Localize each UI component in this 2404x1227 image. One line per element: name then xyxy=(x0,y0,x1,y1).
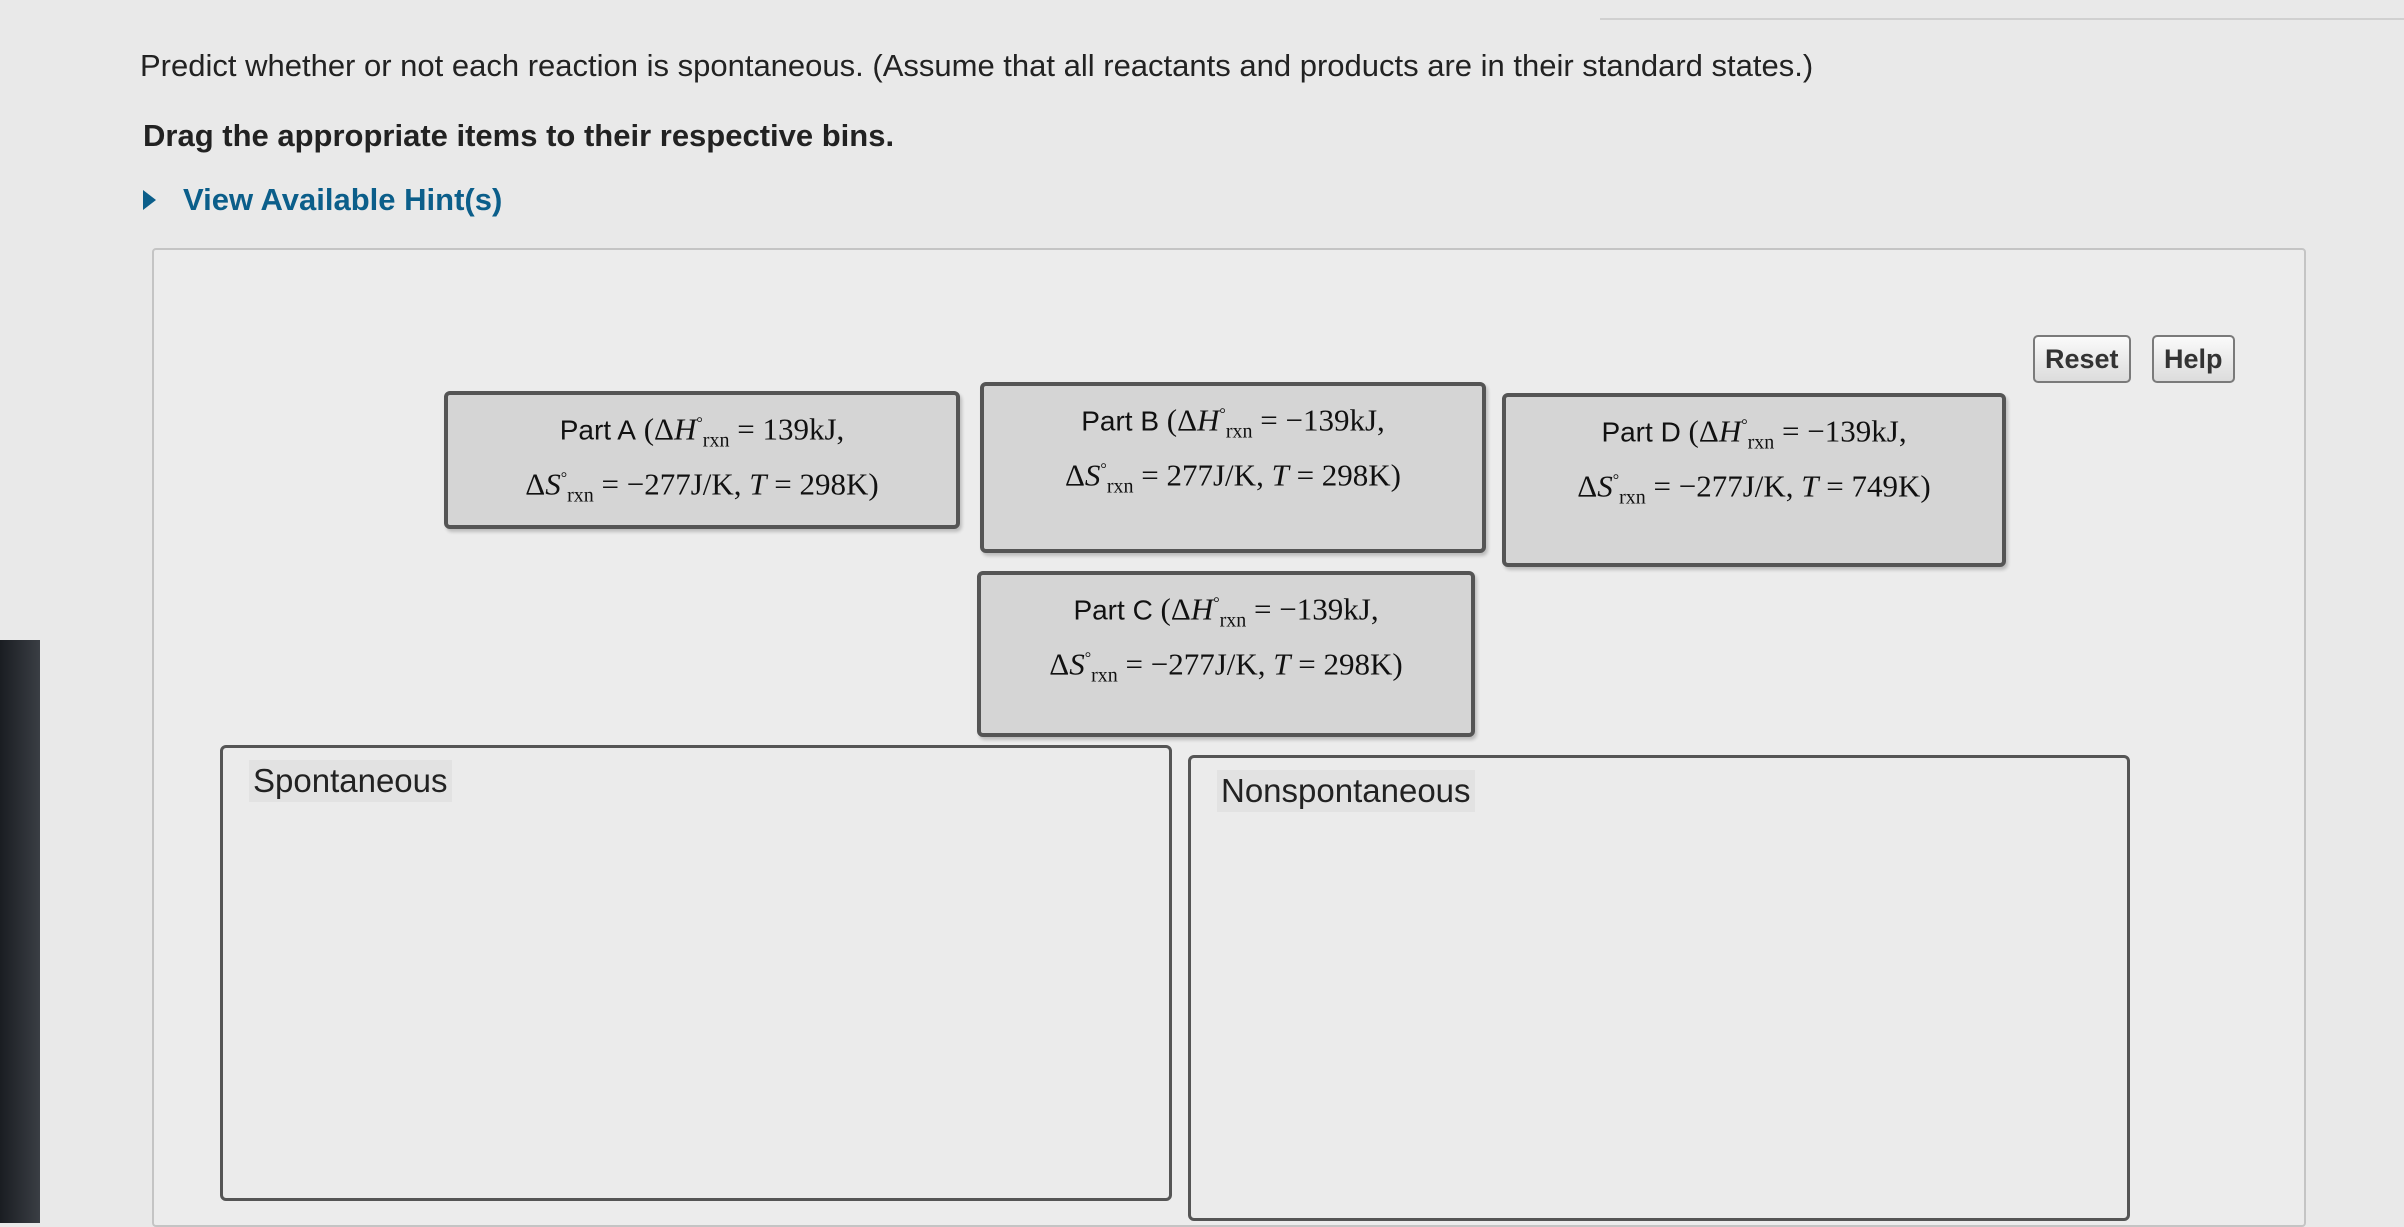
item-part-label: Part B xyxy=(1081,405,1160,437)
item-temperature: 298K) xyxy=(1321,456,1402,492)
question-text: Predict whether or not each reaction is spontaneous. (Assume that all reactants and products are in their standard states.) xyxy=(140,48,1814,83)
item-enthalpy: −139kJ, xyxy=(1285,402,1385,438)
bin-label: Nonspontaneous xyxy=(1217,770,1475,812)
item-entropy: −277J/K xyxy=(1678,467,1786,503)
drag-instruction: Drag the appropriate items to their respective bins. xyxy=(143,118,895,153)
divider xyxy=(1600,18,2404,20)
item-entropy: 277J/K xyxy=(1166,456,1257,492)
draggable-item-part-c[interactable]: Part C ($\Delta H^\circ_{rxn} = -139kJ$, $\Delta S^\circ_{rxn} = -277J/K$, T = 298K) xyxy=(977,571,1475,737)
bin-spontaneous[interactable] xyxy=(220,745,1172,1201)
bin-nonspontaneous[interactable] xyxy=(1188,755,2130,1221)
bin-label: Spontaneous xyxy=(249,760,452,802)
draggable-item-part-d[interactable]: Part D ($\Delta H^\circ_{rxn} = -139kJ$, $\Delta S^\circ_{rxn} = -277J/K$, T = 749K) xyxy=(1502,393,2006,567)
item-enthalpy: −139kJ, xyxy=(1807,413,1907,449)
item-entropy: −277J/K xyxy=(1150,645,1258,681)
draggable-item-part-a[interactable]: Part A ($\Delta H^\circ_{rxn} = 139kJ$, $\Delta S^\circ_{rxn} = -277J/K$, T = 298K) xyxy=(444,391,960,529)
item-part-label: Part A xyxy=(559,414,636,446)
view-hints-label: View Available Hint(s) xyxy=(183,182,503,217)
item-part-label: Part D xyxy=(1601,416,1681,448)
help-button[interactable]: Help xyxy=(2152,335,2235,383)
reset-button[interactable]: Reset xyxy=(2033,335,2131,383)
draggable-item-part-b[interactable]: Part B ($\Delta H^\circ_{rxn} = -139kJ$, $\Delta S^\circ_{rxn} = 277J/K$, T = 298K) xyxy=(980,382,1486,553)
item-part-label: Part C xyxy=(1073,594,1153,626)
item-temperature: 298K) xyxy=(799,465,879,501)
item-enthalpy: 139kJ, xyxy=(762,411,845,447)
screen-bezel xyxy=(0,640,40,1223)
item-enthalpy: −139kJ, xyxy=(1279,591,1379,627)
item-temperature: 749K) xyxy=(1851,467,1931,503)
view-hints-toggle[interactable] xyxy=(143,182,502,218)
item-temperature: 298K) xyxy=(1323,645,1403,681)
item-entropy: −277J/K xyxy=(626,465,734,501)
caret-right-icon xyxy=(143,190,156,210)
